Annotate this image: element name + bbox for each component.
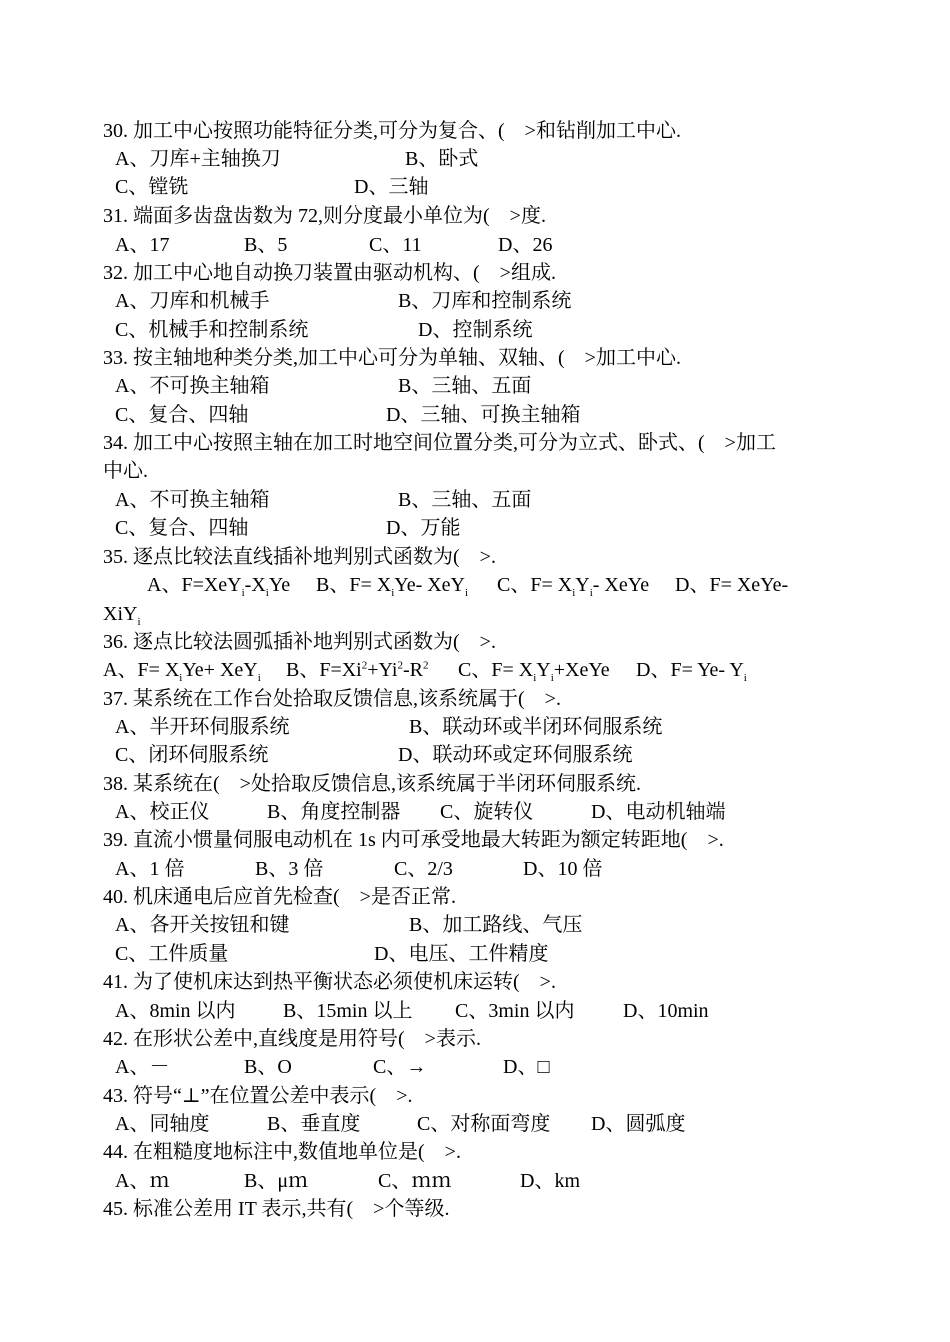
option-d: D、电动机轴端	[591, 801, 726, 823]
option-d: D、三轴	[354, 176, 429, 198]
option-d: D、10 倍	[523, 858, 603, 880]
question-31: 31. 端面多齿盘齿数为 72,则分度最小单位为( >度.	[103, 205, 546, 227]
option-a: A、校正仪	[115, 801, 210, 823]
option-b: B、三轴、五面	[398, 489, 532, 511]
options-row	[103, 514, 848, 542]
option-c: C、$F= X_iY_i-$ XeYe	[497, 574, 650, 599]
option-a: A、半开环伺服系统	[115, 716, 290, 738]
options-row	[103, 401, 848, 429]
option-c: C、复合、四轴	[115, 404, 249, 426]
option-b: B、联动环或半闭环伺服系统	[409, 716, 663, 738]
question-32: 32. 加工中心地自动换刀装置由驱动机构、( >组成.	[103, 262, 556, 284]
option-a: A、同轴度	[115, 1113, 210, 1135]
option-a: A、8min 以内	[115, 1000, 236, 1022]
question-42: 42. 在形状公差中,直线度是用符号( >表示.	[103, 1028, 481, 1050]
options-row	[103, 911, 848, 939]
option-b: B、加工路线、气压	[409, 914, 583, 936]
option-c: C、11	[369, 234, 422, 256]
options-row	[103, 1167, 848, 1195]
options-row	[103, 1110, 848, 1138]
option-a: A、ｍ	[115, 1170, 170, 1192]
option-a: A、各开关按钮和键	[115, 914, 290, 936]
option-c: C、对称面弯度	[417, 1113, 551, 1135]
options-row	[103, 316, 848, 344]
option-d: D、万能	[386, 517, 461, 539]
options-row	[103, 713, 848, 741]
options-row	[103, 997, 848, 1025]
option-a: A、不可换主轴箱	[115, 375, 270, 397]
option-a: A、$F= X_iYe+ XeY_i$	[103, 659, 261, 684]
options-row	[103, 855, 848, 883]
question-41: 41. 为了使机床达到热平衡状态必须使机床运转( >.	[103, 971, 556, 993]
option-b: B、$F=Xi^2+Yi^2-R^2$	[286, 659, 429, 681]
option-b: B、三轴、五面	[398, 375, 532, 397]
question-36: 36. 逐点比较法圆弧插补地判别式函数为( >.	[103, 631, 496, 653]
options-row	[103, 173, 848, 201]
option-c: C、镗铣	[115, 176, 189, 198]
option-c: C、ｍｍ	[378, 1170, 452, 1192]
option-c: C、机械手和控制系统	[115, 319, 309, 341]
question-45: 45. 标准公差用 IT 表示,共有( >个等级.	[103, 1198, 450, 1220]
question-43: 43. 符号“⊥”在位置公差中表示( >.	[103, 1085, 413, 1107]
option-a: A、$F=XeY_i-X_iYe$	[147, 574, 291, 599]
option-d: D、控制系统	[418, 319, 533, 341]
options-row	[103, 741, 848, 769]
question-37: 37. 某系统在工作台处拾取反馈信息,该系统属于( >.	[103, 688, 561, 710]
option-b: B、垂直度	[267, 1113, 361, 1135]
formula-continued: XiY$_i$	[103, 603, 141, 628]
formula-options-row	[103, 571, 848, 599]
option-b: B、3 倍	[255, 858, 324, 880]
option-a: A、不可换主轴箱	[115, 489, 270, 511]
options-row	[103, 231, 848, 259]
option-c: C、工件质量	[115, 943, 229, 965]
option-d: D、圆弧度	[591, 1113, 686, 1135]
formula-options-row	[103, 656, 848, 684]
question-38: 38. 某系统在( >处拾取反馈信息,该系统属于半闭环伺服系统.	[103, 773, 641, 795]
option-d: D、F= XeYe-	[675, 574, 789, 596]
question-30: 30. 加工中心按照功能特征分类,可分为复合、( >和钻削加工中心.	[103, 120, 681, 142]
option-d: D、联动环或定环伺服系统	[398, 744, 633, 766]
question-40: 40. 机床通电后应首先检查( >是否正常.	[103, 886, 456, 908]
option-a: A、17	[115, 234, 170, 256]
option-a: A、1 倍	[115, 858, 185, 880]
option-d: D、电压、工件精度	[374, 943, 549, 965]
options-row	[103, 145, 848, 173]
option-c: C、闭环伺服系统	[115, 744, 269, 766]
option-c: C、复合、四轴	[115, 517, 249, 539]
question-44: 44. 在粗糙度地标注中,数值地单位是( >.	[103, 1141, 461, 1163]
option-d: D、三轴、可换主轴箱	[386, 404, 581, 426]
option-d: D、10min	[623, 1000, 709, 1022]
options-row	[103, 372, 848, 400]
options-row	[103, 798, 848, 826]
question-35: 35. 逐点比较法直线插补地判别式函数为( >.	[103, 546, 496, 568]
option-b: B、15min 以上	[283, 1000, 413, 1022]
option-d: D、km	[520, 1170, 580, 1192]
options-row	[103, 940, 848, 968]
option-c: C、→	[373, 1056, 427, 1078]
options-row	[103, 486, 848, 514]
options-row	[103, 1053, 848, 1081]
option-d: D、26	[498, 234, 553, 256]
options-row	[103, 287, 848, 315]
question-34: 34. 加工中心按照主轴在加工时地空间位置分类,可分为立式、卧式、( >加工	[103, 432, 776, 454]
option-a: A、刀库和机械手	[115, 290, 270, 312]
option-a: A、－	[115, 1056, 170, 1078]
option-c: C、2/3	[394, 858, 453, 880]
option-d: D、F= Ye- $Y_i$	[636, 659, 747, 684]
option-d: D、□	[503, 1056, 550, 1078]
question-33: 33. 按主轴地种类分类,加工中心可分为单轴、双轴、( >加工中心.	[103, 347, 681, 369]
option-b: B、5	[244, 234, 288, 256]
option-b: B、刀库和控制系统	[398, 290, 572, 312]
option-c: C、3min 以内	[455, 1000, 575, 1022]
option-b: B、μｍ	[244, 1170, 309, 1192]
option-b: B、$F= X_iYe-$ XeY$_i$	[316, 574, 469, 599]
question-39: 39. 直流小惯量伺服电动机在 1s 内可承受地最大转距为额定转距地( >.	[103, 829, 724, 851]
option-b: B、O	[244, 1056, 292, 1078]
option-b: B、卧式	[405, 148, 479, 170]
question-34-continued: 中心.	[103, 460, 148, 482]
option-a: A、刀库+主轴换刀	[115, 148, 281, 170]
option-c: C、$F= X_iY_i+XeYe$	[458, 659, 610, 684]
option-b: B、角度控制器	[267, 801, 401, 823]
option-c: C、旋转仪	[440, 801, 534, 823]
